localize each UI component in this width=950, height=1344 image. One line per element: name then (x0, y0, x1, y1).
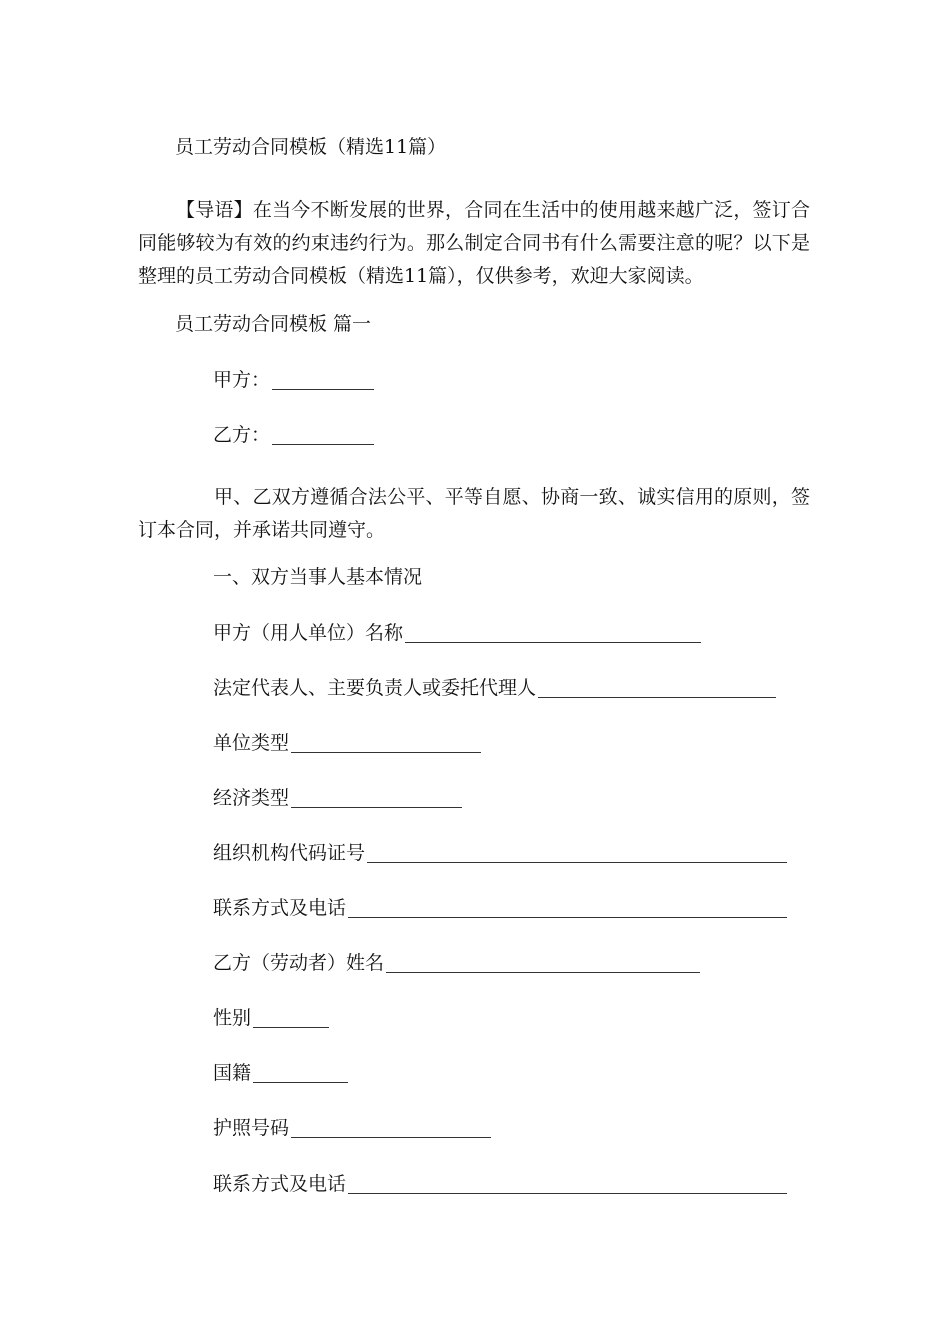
passport-blank (291, 1119, 491, 1138)
org-code-blank (367, 844, 787, 863)
clause-one-heading: 一、双方当事人基本情况 (213, 566, 423, 588)
passport-line (213, 1118, 491, 1138)
party-a-line (213, 370, 374, 390)
employee-name-line (213, 953, 700, 973)
employer-contact-label: 联系方式及电话 (213, 897, 347, 919)
unit-type-blank (291, 734, 481, 753)
unit-type-label: 单位类型 (213, 732, 290, 754)
party-a-label: 甲方： (213, 369, 271, 391)
org-code-line (213, 843, 787, 863)
nationality-line (213, 1063, 348, 1083)
party-b-line (213, 425, 374, 445)
section-heading: 员工劳动合同模板 篇一 (175, 313, 372, 335)
economic-type-line (213, 788, 462, 808)
unit-type-line (213, 733, 481, 753)
org-code-label: 组织机构代码证号 (213, 842, 366, 864)
employer-contact-blank (348, 899, 787, 918)
employer-name-line (213, 623, 701, 643)
employer-name-blank (405, 624, 701, 643)
intro-paragraph: 【导语】在当今不断发展的世界，合同在生活中的使用越来越广泛，签订合同能够较为有效的约束违约行为。那么制定合同书有什么需要注意的呢？以下是整理的员工劳动合同模板（精选11篇），仅供参考，欢迎大家阅读。 (138, 199, 810, 287)
legal-rep-line (213, 678, 776, 698)
passport-label: 护照号码 (213, 1117, 290, 1139)
economic-type-blank (291, 789, 462, 808)
document-title: 员工劳动合同模板（精选11篇） (175, 136, 447, 158)
legal-rep-label: 法定代表人、主要负责人或委托代理人 (213, 677, 537, 699)
employee-contact-line (213, 1174, 787, 1194)
party-b-blank (272, 426, 374, 445)
nationality-label: 国籍 (213, 1062, 252, 1084)
party-a-blank (272, 371, 374, 390)
legal-rep-blank (538, 679, 776, 698)
employee-name-label: 乙方（劳动者）姓名 (213, 952, 385, 974)
employee-contact-label: 联系方式及电话 (213, 1173, 347, 1195)
employer-contact-line (213, 898, 787, 918)
economic-type-label: 经济类型 (213, 787, 290, 809)
party-b-label: 乙方： (213, 424, 271, 446)
gender-line (213, 1008, 329, 1028)
gender-blank (253, 1009, 329, 1028)
employer-name-label: 甲方（用人单位）名称 (213, 622, 404, 644)
gender-label: 性别 (213, 1007, 252, 1029)
principle-paragraph: 甲、乙双方遵循合法公平、平等自愿、协商一致、诚实信用的原则，签订本合同，并承诺共同遵守。 (138, 486, 810, 541)
employee-name-blank (386, 954, 700, 973)
employee-contact-blank (348, 1175, 787, 1194)
nationality-blank (253, 1064, 348, 1083)
